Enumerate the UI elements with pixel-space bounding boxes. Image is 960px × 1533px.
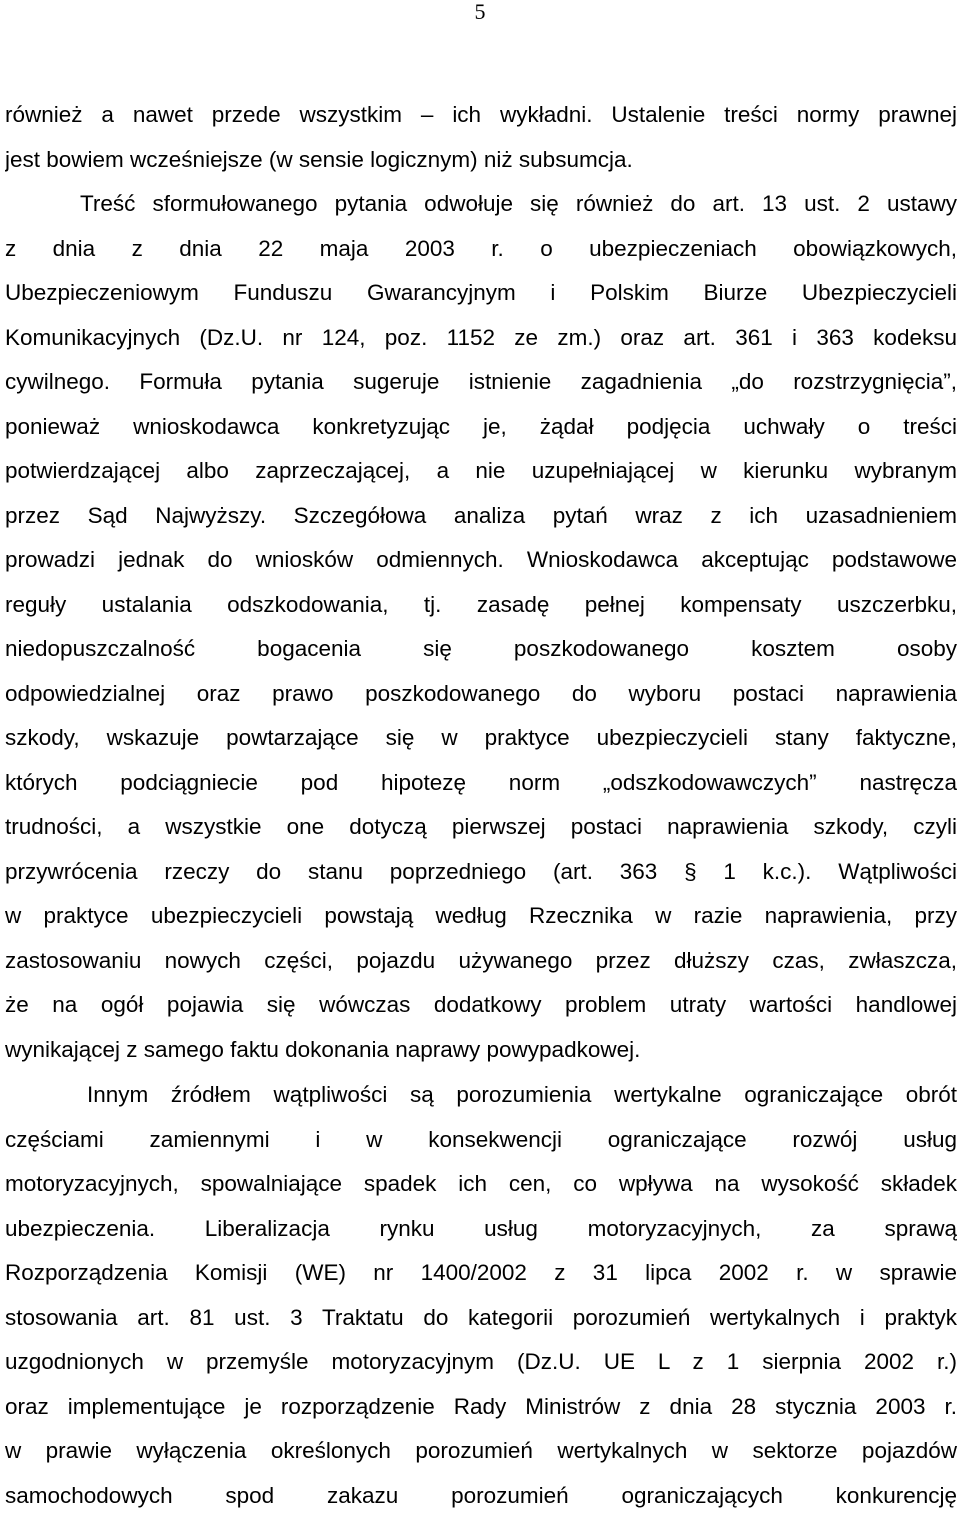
text-line: wynikającej z samego faktu dokonania naprawy powypadkowej. — [5, 1036, 641, 1062]
text-line: Komunikacyjnych (Dz.U. nr 124, poz. 1152 ze zm.) oraz art. 361 i 363 kodeksu — [5, 324, 957, 350]
text-line: zastosowaniu nowych części, pojazdu używanego przez dłuższy czas, zwłaszcza, — [5, 947, 957, 973]
text-line: niedopuszczalność bogacenia się poszkodowanego kosztem osoby — [5, 636, 957, 661]
text-line: w praktyce ubezpieczycieli powstają według Rzecznika w razie naprawienia, przy — [5, 903, 957, 928]
text-line: trudności, a wszystkie one dotyczą pierwszej postaci naprawienia szkody, czyli — [5, 814, 957, 839]
text-line: Innym źródłem wątpliwości są porozumienia wertykalne ograniczające obrót — [87, 1082, 957, 1107]
document-body — [5, 93, 957, 1518]
text-line: potwierdzającej albo zaprzeczającej, a nie uzupełniającej w kierunku wybranym — [5, 458, 957, 483]
text-line: przywrócenia rzeczy do stanu poprzedniego (art. 363 § 1 k.c.). Wątpliwości — [5, 858, 957, 884]
text-line: uzgodnionych w przemyśle motoryzacyjnym (Dz.U. UE L z 1 sierpnia 2002 r.) — [5, 1349, 957, 1374]
page-number: 5 — [474, 0, 486, 24]
text-line: częściami zamiennymi i w konsekwencji ograniczające rozwój usług — [5, 1126, 957, 1152]
text-line: Ubezpieczeniowym Funduszu Gwarancyjnym i Polskim Biurze Ubezpieczycieli — [5, 280, 957, 305]
text-line: których podciągniecie pod hipotezę norm „odszkodowawczych” nastręcza — [5, 769, 957, 795]
text-line: odpowiedzialnej oraz prawo poszkodowanego do wyboru postaci naprawienia — [5, 680, 957, 706]
text-line: ponieważ wnioskodawca konkretyzując je, żądał podjęcia uchwały o treści — [5, 413, 957, 439]
text-line: Rozporządzenia Komisji (WE) nr 1400/2002 z 31 lipca 2002 r. w sprawie — [5, 1260, 957, 1285]
text-line: że na ogół pojawia się wówczas dodatkowy problem utraty wartości handlowej — [5, 992, 957, 1017]
text-line: jest bowiem wcześniejsze (w sensie logicznym) niż subsumcja. — [5, 146, 633, 172]
text-line: również a nawet przede wszystkim – ich wykładni. Ustalenie treści normy prawnej — [5, 102, 957, 127]
text-line: z dnia z dnia 22 maja 2003 r. o ubezpieczeniach obowiązkowych, — [5, 235, 957, 261]
text-line: w prawie wyłączenia określonych porozumień wertykalnych w sektorze pojazdów — [5, 1438, 957, 1463]
text-line: ubezpieczenia. Liberalizacja rynku usług motoryzacyjnych, za sprawą — [5, 1215, 957, 1241]
text-line: przez Sąd Najwyższy. Szczegółowa analiza pytań wraz z ich uzasadnieniem — [5, 502, 957, 528]
text-line: cywilnego. Formuła pytania sugeruje istnienie zagadnienia „do rozstrzygnięcia”, — [5, 369, 957, 394]
text-line: reguły ustalania odszkodowania, tj. zasadę pełnej kompensaty uszczerbku, — [5, 591, 957, 617]
text-line: prowadzi jednak do wniosków odmiennych. Wnioskodawca akceptując podstawowe — [5, 547, 957, 572]
text-line: oraz implementujące je rozporządzenie Rady Ministrów z dnia 28 stycznia 2003 r. — [5, 1393, 957, 1419]
text-line: motoryzacyjnych, spowalniające spadek ich cen, co wpływa na wysokość składek — [5, 1171, 957, 1196]
text-line: Treść sformułowanego pytania odwołuje się również do art. 13 ust. 2 ustawy — [80, 191, 957, 216]
text-line: szkody, wskazuje powtarzające się w praktyce ubezpieczycieli stany faktyczne, — [5, 725, 957, 750]
text-line: stosowania art. 81 ust. 3 Traktatu do kategorii porozumień wertykalnych i praktyk — [5, 1304, 957, 1330]
text-line: samochodowych spod zakazu porozumień ograniczających konkurencję — [5, 1482, 957, 1508]
